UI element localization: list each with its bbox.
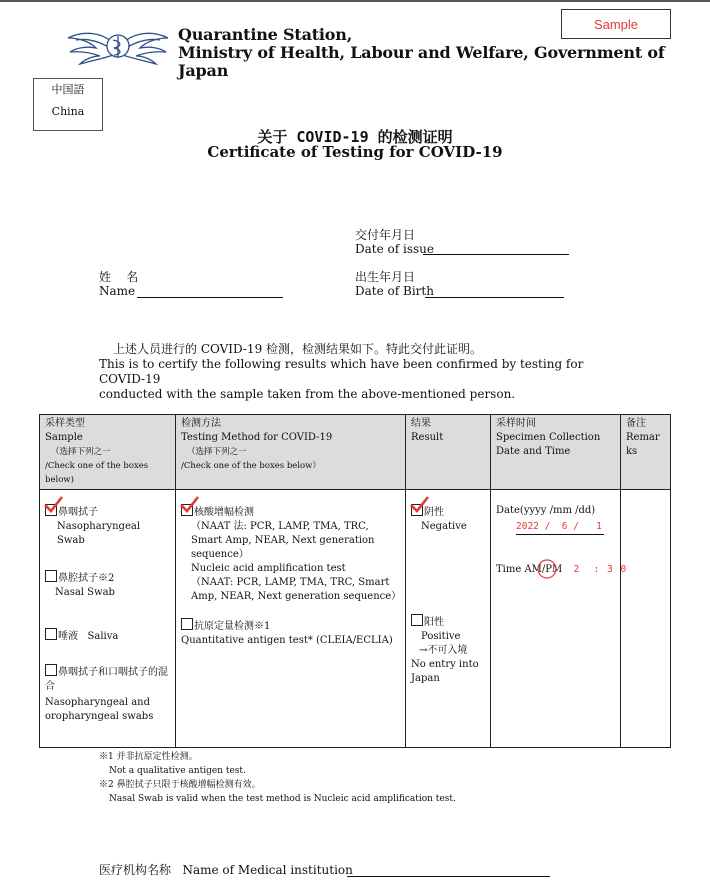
statement-cn: 上述人员进行的 COVID-19 检测，检测结果如下。特此交付此证明。 <box>113 342 483 356</box>
result-no-entry-cn: →不可入境 <box>419 645 468 656</box>
institution-label <box>99 863 353 877</box>
quarantine-emblem-icon <box>66 24 170 68</box>
language-cn: 中国語 <box>51 83 85 96</box>
method-antigen-en: Quantitative antigen test* (CLEIA/ECLIA) <box>181 635 393 646</box>
result-negative-cn: 阴性 <box>424 507 444 518</box>
header-collection-time <box>491 415 621 490</box>
language-en: China <box>51 105 85 118</box>
table-body-row <box>40 490 671 748</box>
issuer-line-2: Ministry of Health, Labour and Welfare, Government of Japan <box>178 43 665 80</box>
header-method-note-en: /Check one of the boxes below） <box>181 461 321 471</box>
date-of-birth-field[interactable] <box>425 297 564 298</box>
results-table <box>39 414 671 748</box>
collection-time-value[interactable]: 2 : 3 0 <box>573 564 628 575</box>
method-option-naat[interactable] <box>181 504 400 604</box>
header-method <box>176 415 406 490</box>
method-naat-detail-en: （NAAT: PCR, LAMP, TMA, TRC, Smart Amp, NEAR, Next generation sequence） <box>191 577 402 602</box>
name-en: Name <box>99 284 136 298</box>
statement-en-line1: This is to certify the following results which have been confirmed by testing for COVID-19 <box>99 357 584 386</box>
header-time-cn: 采样时间 <box>496 418 536 429</box>
sample-option-nasal[interactable] <box>45 570 170 600</box>
statement-en-line2: conducted with the sample taken from the above-mentioned person. <box>99 387 516 401</box>
table-header-row <box>40 415 671 490</box>
result-positive-en: Positive <box>421 631 461 642</box>
result-options <box>406 490 491 748</box>
remarks-cell <box>621 490 671 748</box>
sample-options <box>40 490 176 748</box>
footnote-2-en: Nasal Swab is valid when the test method is Nucleic acid amplification test. <box>109 794 456 804</box>
header-remarks <box>621 415 671 490</box>
institution-label-en: Name of Medical institution <box>182 863 353 877</box>
header-result <box>406 415 491 490</box>
header-sample-note-en: /Check one of the boxes below) <box>45 461 149 485</box>
sample-label-en: Nasopharyngeal and oropharyngeal swabs <box>45 697 154 722</box>
checkbox-antigen[interactable] <box>181 618 193 630</box>
method-option-antigen[interactable] <box>181 618 400 648</box>
collection-date-label: Date(yyyy /mm /dd) <box>496 505 596 516</box>
institution-field[interactable] <box>347 876 550 877</box>
pm-circle-icon <box>537 559 557 579</box>
collection-time-label: Time AM/PM <box>496 564 563 575</box>
date-of-issue-label <box>355 228 434 256</box>
result-option-positive[interactable] <box>411 614 485 686</box>
checkbox-nasopharyngeal[interactable] <box>45 504 57 516</box>
checkmark-icon <box>43 496 63 514</box>
name-cn: 姓 名 <box>99 270 139 284</box>
certification-statement <box>99 342 614 402</box>
checkbox-naat[interactable] <box>181 504 193 516</box>
date-of-birth-cn: 出生年月日 <box>355 270 416 284</box>
checkbox-nasal[interactable] <box>45 570 57 582</box>
collection-date-value[interactable]: 2022 / 6 / 1 <box>516 520 604 535</box>
sample-option-mixed[interactable] <box>45 664 170 724</box>
checkmark-icon <box>409 496 429 514</box>
date-of-birth-en: Date of Birth <box>355 284 434 298</box>
header-remarks-en: Remarks <box>626 432 660 457</box>
collection-datetime <box>491 490 628 748</box>
sample-label-en: Nasopharyngeal Swab <box>57 521 141 546</box>
checkmark-icon <box>179 496 199 514</box>
header-result-en: Result <box>411 432 444 443</box>
sample-label-cn: 鼻咽拭子和口咽拭子的混合 <box>45 667 168 692</box>
top-border <box>0 0 710 2</box>
collection-time-row <box>496 563 628 577</box>
sample-label-cn: 鼻腔拭子※2 <box>58 573 115 584</box>
sample-label-cn: 唾液 <box>58 631 78 642</box>
sample-label-en: Nasal Swab <box>55 587 115 598</box>
result-positive-cn: 阳性 <box>424 617 444 628</box>
checkbox-negative[interactable] <box>411 504 423 516</box>
header-sample-cn: 采样类型 <box>45 418 85 429</box>
language-box <box>33 78 103 131</box>
header-sample-en: Sample <box>45 432 83 443</box>
name-field[interactable] <box>137 297 283 298</box>
sample-label-cn: 鼻咽拭子 <box>58 507 98 518</box>
date-of-birth-label <box>355 270 434 298</box>
institution-label-cn: 医疗机构名称 <box>99 863 172 877</box>
header-sample <box>40 415 176 490</box>
method-naat-en: Nucleic acid amplification test <box>191 563 346 574</box>
collection-time-label-wrap <box>496 564 565 575</box>
result-option-negative[interactable] <box>411 504 485 534</box>
sample-option-nasopharyngeal[interactable] <box>45 504 170 548</box>
header-result-cn: 结果 <box>411 418 431 429</box>
footnote-1-en: Not a qualitative antigen test. <box>109 766 246 776</box>
result-negative-en: Negative <box>421 521 467 532</box>
header-remarks-cn: 备注 <box>626 418 646 429</box>
checkbox-positive[interactable] <box>411 614 423 626</box>
result-no-entry-en: No entry into Japan <box>411 659 479 684</box>
date-of-issue-en: Date of issue <box>355 242 434 256</box>
date-of-issue-field[interactable] <box>423 254 569 255</box>
method-antigen-cn: 抗原定量检测※1 <box>194 621 271 632</box>
header-method-note-cn: （选择下列之一 <box>187 447 247 457</box>
method-naat-cn: 核酸增幅检测 <box>194 507 254 518</box>
footnote-2-cn: ※2 鼻腔拭子只限于核酸增幅检测有效。 <box>99 780 261 790</box>
header-method-cn: 检测方法 <box>181 418 221 429</box>
title-chinese: 关于 COVID-19 的检测证明 <box>257 128 453 146</box>
checkbox-saliva[interactable] <box>45 628 57 640</box>
date-of-issue-cn: 交付年月日 <box>355 228 416 242</box>
checkbox-mixed[interactable] <box>45 664 57 676</box>
issuer-line-1: Quarantine Station, <box>178 25 353 44</box>
sample-label-en: Saliva <box>87 631 119 642</box>
header-method-en: Testing Method for COVID-19 <box>181 432 333 443</box>
method-naat-detail-cn: （NAAT 法: PCR, LAMP, TMA, TRC, Smart Amp, NEAR, Next generation sequence） <box>191 521 375 560</box>
sample-option-saliva[interactable] <box>45 628 170 644</box>
header-time-en: Specimen Collection Date and Time <box>496 432 601 457</box>
method-options <box>176 490 406 748</box>
title-english: Certificate of Testing for COVID-19 <box>207 143 503 161</box>
footnote-1-cn: ※1 并非抗原定性检测。 <box>99 752 198 762</box>
footnotes <box>99 750 456 806</box>
name-label <box>99 270 138 298</box>
sample-stamp: Sample <box>561 9 671 39</box>
header-sample-note-cn: （选择下列之一 <box>51 447 111 457</box>
